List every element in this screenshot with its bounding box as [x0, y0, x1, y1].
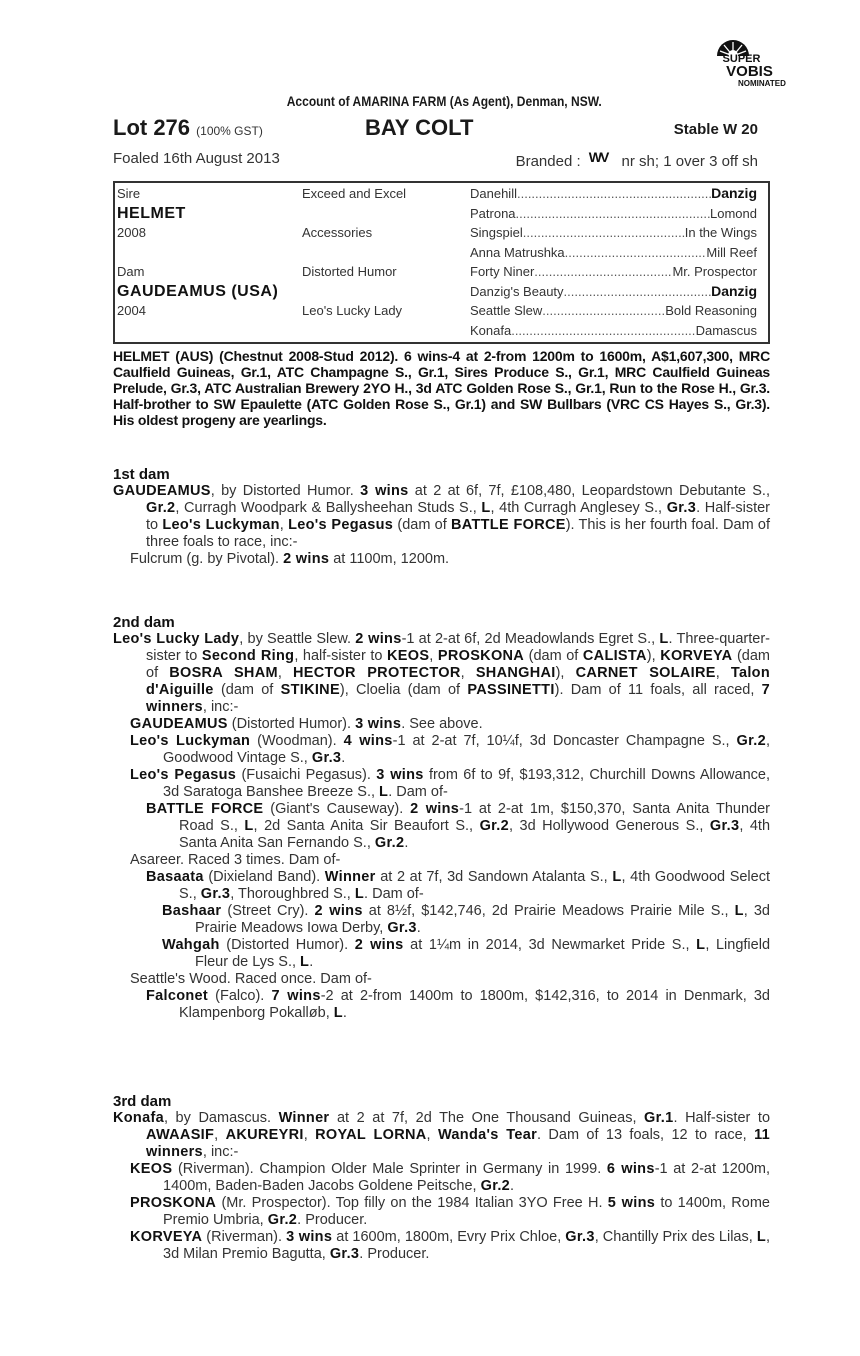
section-1st-dam	[113, 466, 770, 568]
text: to 1400m, Rome Premio Umbria,	[163, 1195, 770, 1228]
pedigree-row	[115, 204, 768, 223]
bold-text: 2 wins	[355, 631, 402, 647]
bold-text: L	[734, 903, 744, 919]
pedigree-entry	[130, 971, 770, 988]
lot-number	[113, 115, 263, 144]
text: , by Distorted Humor.	[210, 483, 361, 499]
text: . Three-quarter-sister to	[146, 631, 770, 664]
bold-text: Gr.3	[565, 1229, 595, 1245]
bold-text: L	[300, 954, 310, 970]
bold-text: Gr.2	[267, 1212, 298, 1228]
bold-text: PROSKONA	[130, 1195, 217, 1211]
text: ,	[279, 517, 289, 533]
bold-text: BATTLE FORCE	[146, 801, 264, 817]
bold-text: GAUDEAMUS	[130, 716, 228, 732]
bold-text: 2 wins	[410, 801, 460, 817]
text: at 2 at 7f, 3d Sandown Atalanta S.,	[375, 869, 613, 885]
pedigree-row	[115, 262, 768, 281]
text: at 2 at 6f, 7f, £108,480, Leopardstown Debutante S.,	[408, 483, 770, 499]
great-grandparent-sire: Lomond	[710, 205, 757, 221]
text: -1 at 2-at 7f, 10¼f, 3d Doncaster Champagne S.,	[392, 733, 737, 749]
pedigree-grandparent: Leo's Lucky Lady	[302, 303, 403, 318]
text: (Riverman). Champion Older Male Sprinter in Germany in 1999.	[172, 1161, 607, 1177]
text: , 4th Santa Anita San Fernando S.,	[179, 818, 771, 851]
pedigree-entry	[130, 551, 770, 568]
text: (Street Cry).	[221, 903, 315, 919]
pedigree-entry	[162, 937, 770, 971]
bold-text: CALISTA	[582, 648, 647, 664]
text: , Thoroughbred S.,	[230, 886, 355, 902]
branding-info	[516, 150, 758, 171]
pedigree-grandparent: Accessories	[302, 225, 373, 240]
logo-vobis-text: VOBIS	[726, 63, 773, 80]
bold-text: 3 wins	[355, 716, 402, 732]
pedigree-entry	[130, 1161, 770, 1195]
bold-text: Gr.3	[709, 818, 740, 834]
pedigree-entry	[146, 988, 770, 1022]
pedigree-great-grandparent	[470, 204, 757, 223]
text: ,	[277, 665, 294, 681]
logo-nominated-text: NOMINATED	[738, 79, 786, 88]
text: (Fusaichi Pegasus).	[236, 767, 377, 783]
pedigree-entry	[146, 869, 770, 903]
pedigree-label: 2008	[117, 225, 146, 240]
leader-dots	[511, 321, 695, 340]
horse-description: BAY COLT	[365, 115, 474, 140]
vendor-account: Account of AMARINA FARM (As Agent), Denman, NSW.	[286, 93, 602, 109]
pedigree-great-grandparent	[470, 321, 757, 340]
text: , by Seattle Slew.	[239, 631, 356, 647]
text: Seattle's Wood. Raced once. Dam of-	[130, 971, 372, 987]
pedigree-entry	[130, 767, 770, 801]
bold-text: Gr.3	[329, 1246, 360, 1262]
bold-text: Wanda's Tear	[437, 1127, 538, 1143]
text: .	[510, 1178, 515, 1194]
pedigree-entry	[130, 1195, 770, 1229]
bold-text: Wahgah	[162, 937, 220, 953]
text: (Distorted Humor).	[219, 937, 355, 953]
text: .	[342, 1005, 347, 1021]
pedigree-entry	[162, 903, 770, 937]
great-grandparent-name: Forty Niner	[470, 264, 535, 279]
pedigree-parent-name: HELMET	[117, 204, 186, 222]
text: ),	[555, 665, 576, 681]
text: , half-sister to	[294, 648, 387, 664]
text: ),	[646, 648, 661, 664]
text: ). This is her fourth foal. Dam of three foals to race, inc:-	[146, 517, 771, 550]
text: , inc:-	[202, 1144, 239, 1160]
pedigree-table	[113, 181, 770, 344]
bold-text: Gr.3	[200, 886, 231, 902]
text: from 6f to 9f, $193,312, Churchill Downs Allowance, 3d Saratoga Banshee Breeze S.,	[163, 767, 770, 800]
text: , Lingfield Fleur de Lys S.,	[195, 937, 771, 970]
great-grandparent-sire: Danzig	[711, 282, 757, 299]
bold-text: 4 wins	[343, 733, 393, 749]
bold-text: 2 wins	[283, 551, 330, 567]
super-vobis-nominated-logo	[689, 36, 786, 98]
bold-text: Winner	[278, 1110, 330, 1126]
great-grandparent-name: Singspiel	[470, 225, 523, 240]
text: . Half-sister to	[673, 1110, 771, 1126]
bold-text: 3 wins	[360, 483, 409, 499]
leader-dots	[517, 184, 711, 203]
bold-text: 7 winners	[146, 682, 770, 715]
bold-text: BOSRA SHAM	[169, 665, 278, 681]
bold-text: AKUREYRI	[225, 1127, 304, 1143]
text: .	[341, 750, 346, 766]
great-grandparent-sire: Mill Reef	[706, 244, 757, 260]
text: .	[416, 920, 421, 936]
text: , 2d Santa Anita Sir Beaufort S.,	[253, 818, 480, 834]
text: (dam of	[213, 682, 281, 698]
lot-label: Lot 276	[113, 115, 191, 140]
text: at 2 at 7f, 2d The One Thousand Guineas,	[329, 1110, 645, 1126]
pedigree-great-grandparent	[470, 243, 757, 262]
leader-dots	[542, 301, 665, 320]
text: ,	[715, 665, 731, 681]
text: ,	[460, 665, 476, 681]
bold-text: L	[244, 818, 254, 834]
text: . Dam of 13 foals, 12 to race,	[537, 1127, 755, 1143]
pedigree-great-grandparent	[470, 184, 757, 203]
bold-text: Basaata	[146, 869, 204, 885]
text: at 1¼m in 2014, 3d Newmarket Pride S.,	[403, 937, 697, 953]
text: , Goodwood Vintage S.,	[163, 733, 770, 766]
pedigree-entry	[130, 852, 770, 869]
text: , Curragh Woodpark & Ballysheehan Studs S.,	[175, 500, 482, 516]
bold-text: PASSINETTI	[467, 682, 555, 698]
pedigree-entry	[146, 801, 770, 852]
text: , 3d Prairie Meadows Iowa Derby,	[195, 903, 771, 936]
leader-dots	[534, 262, 672, 281]
pedigree-entry	[113, 483, 770, 551]
text: at 8½f, $142,746, 2d Prairie Meadows Prairie Mile S.,	[362, 903, 735, 919]
pedigree-label: 2004	[117, 303, 146, 318]
bold-text: L	[696, 937, 706, 953]
bold-text: 11 winners	[146, 1127, 770, 1160]
bold-text: KEOS	[130, 1161, 173, 1177]
text: .	[404, 835, 409, 851]
text: . Dam of-	[364, 886, 424, 902]
text: ,	[426, 1127, 438, 1143]
text: , 3d Hollywood Generous S.,	[508, 818, 710, 834]
pedigree-entry	[130, 733, 770, 767]
bold-text: STIKINE	[280, 682, 340, 698]
pedigree-grandparent: Exceed and Excel	[302, 186, 407, 201]
bold-text: L	[481, 500, 491, 516]
bold-text: L	[354, 886, 365, 902]
text: Asareer. Raced 3 times. Dam of-	[130, 852, 341, 868]
bold-text: L	[659, 631, 669, 647]
bold-text: L	[333, 1005, 343, 1021]
bold-text: BATTLE FORCE	[451, 517, 566, 533]
bold-text: Gr.2	[736, 733, 766, 749]
section-3rd-dam	[113, 1093, 770, 1263]
brand-mark-icon: WV	[588, 149, 608, 165]
great-grandparent-name: Konafa	[470, 322, 512, 338]
branded-label: Branded :	[515, 153, 581, 170]
great-grandparent-name: Anna Matrushka	[470, 244, 565, 260]
pedigree-parent-name: GAUDEAMUS (USA)	[117, 282, 279, 300]
great-grandparent-name: Danehill	[470, 186, 517, 201]
bold-text: 2 wins	[314, 903, 363, 919]
text: (Distorted Humor).	[227, 716, 356, 732]
leader-dots	[565, 243, 707, 262]
bold-text: L	[612, 869, 622, 885]
pedigree-entry	[113, 1110, 770, 1161]
great-grandparent-sire: Mr. Prospector	[672, 264, 757, 279]
text: .	[309, 954, 314, 970]
text: at 1600m, 1800m, Evry Prix Chloe,	[332, 1229, 566, 1245]
gst-note: (100% GST)	[196, 124, 263, 138]
text: (Dixieland Band).	[203, 869, 325, 885]
great-grandparent-sire: Damascus	[695, 322, 757, 338]
great-grandparent-name: Patrona	[470, 205, 516, 221]
bold-text: Falconet	[146, 988, 209, 1004]
bold-text: Talon d'Aiguille	[146, 665, 770, 698]
bold-text: Gr.2	[479, 818, 509, 834]
bold-text: 3 wins	[376, 767, 424, 783]
bold-text: Gr.3	[311, 750, 342, 766]
pedigree-great-grandparent	[470, 282, 757, 301]
bold-text: SHANGHAI	[475, 665, 556, 681]
bold-text: Gr.2	[480, 1178, 511, 1194]
bold-text: 7 wins	[271, 988, 321, 1004]
text: at 1100m, 1200m.	[329, 551, 450, 567]
text: (Woodman).	[250, 733, 344, 749]
pedigree-row	[115, 282, 768, 301]
text: , inc:-	[202, 699, 239, 715]
pedigree-row	[115, 321, 768, 340]
leader-dots	[523, 223, 685, 242]
bold-text: Leo's Lucky Lady	[113, 631, 240, 647]
text: . See above.	[401, 716, 483, 732]
text: -1 at 2-at 6f, 2d Meadowlands Egret S.,	[401, 631, 660, 647]
text: , 4th Goodwood Select S.,	[179, 869, 770, 902]
bold-text: Gr.3	[387, 920, 417, 936]
pedigree-row	[115, 223, 768, 242]
pedigree-row	[115, 243, 768, 262]
text: (Mr. Prospector). Top filly on the 1984 Italian 3YO Free H.	[216, 1195, 608, 1211]
text: ,	[429, 648, 438, 664]
bold-text: L	[379, 784, 389, 800]
text: (Falco).	[208, 988, 272, 1004]
text: . Producer.	[359, 1246, 430, 1262]
pedigree-row	[115, 184, 768, 203]
leader-dots	[516, 204, 710, 223]
text: ). Dam of 11 foals, all raced,	[554, 682, 762, 698]
text: , 3d Milan Premio Bagutta,	[163, 1229, 771, 1262]
text: (Giant's Causeway).	[263, 801, 411, 817]
bold-text: Leo's Luckyman	[162, 517, 280, 533]
great-grandparent-name: Danzig's Beauty	[470, 283, 564, 299]
text: ,	[214, 1127, 226, 1143]
bold-text: L	[756, 1229, 766, 1245]
section-heading: 2nd dam	[113, 614, 175, 631]
bold-text: Second Ring	[201, 648, 295, 664]
pedigree-label: Sire	[117, 186, 141, 201]
bold-text: Gr.1	[644, 1110, 674, 1126]
pedigree-label: Dam	[117, 264, 145, 279]
bold-text: 6 wins	[606, 1161, 655, 1177]
text: -1 at 2-at 1200m, 1400m, Baden-Baden Jacobs Goldene Peitsche,	[163, 1161, 771, 1194]
text: (dam of	[393, 517, 452, 533]
text: . Dam of-	[388, 784, 448, 800]
bold-text: Gr.2	[146, 500, 176, 516]
pedigree-row	[115, 301, 768, 320]
text: Fulcrum (g. by Pivotal).	[130, 551, 284, 567]
bold-text: PROSKONA	[437, 648, 525, 664]
bold-text: AWAASIF	[146, 1127, 215, 1143]
bold-text: Bashaar	[162, 903, 222, 919]
bold-text: Leo's Luckyman	[130, 733, 251, 749]
leader-dots	[564, 282, 712, 301]
bold-text: KEOS	[387, 648, 430, 664]
logo-super-text: SUPER	[722, 53, 761, 65]
bold-text: Konafa	[113, 1110, 164, 1126]
section-heading: 3rd dam	[113, 1093, 172, 1110]
great-grandparent-sire: Bold Reasoning	[665, 303, 757, 318]
text: , Chantilly Prix des Lilas,	[594, 1229, 757, 1245]
pedigree-great-grandparent	[470, 301, 757, 320]
bold-text: CARNET SOLAIRE	[575, 665, 716, 681]
pedigree-entry	[113, 631, 770, 716]
pedigree-entry	[130, 1229, 770, 1263]
lot-line	[113, 115, 770, 143]
sire-summary: HELMET (AUS) (Chestnut 2008-Stud 2012). 6 wins-4 at 2-from 1200m to 1600m, A$1,607,300, MRC Caulfield Guineas, Gr.1, ATC Champagne S., Gr.1, Sires Produce S., Gr.1, MRC Caulfield Guineas Prelude, Gr.3, ATC Australian Brewery 2YO H., 3d ATC Golden Rose S., Gr.1, Run to the Rose H., Gr.3. Half-brother to SW Epaulette (ATC Golden Rose S., Gr.1) and SW Bullbars (VRC CS Hayes S., Gr.3). His oldest progeny are yearlings.	[113, 348, 770, 428]
bold-text: Leo's Pegasus	[288, 517, 394, 533]
section-2nd-dam	[113, 614, 770, 1022]
bold-text: GAUDEAMUS	[113, 483, 211, 499]
great-grandparent-name: Seattle Slew	[470, 303, 543, 318]
text: ,	[303, 1127, 316, 1143]
great-grandparent-sire: Danzig	[711, 185, 757, 201]
bold-text: KORVEYA	[660, 648, 733, 664]
pedigree-great-grandparent	[470, 223, 757, 242]
bold-text: Leo's Pegasus	[130, 767, 237, 783]
bold-text: 5 wins	[607, 1195, 656, 1211]
text: -1 at 2-at 1m, $150,370, Santa Anita Thunder Road S.,	[179, 801, 770, 834]
text: (dam of	[524, 648, 583, 664]
stable-location: Stable W 20	[673, 121, 758, 138]
pedigree-entry	[130, 716, 770, 733]
bold-text: 2 wins	[354, 937, 404, 953]
bold-text: 3 wins	[286, 1229, 333, 1245]
text: (Riverman).	[202, 1229, 287, 1245]
bold-text: HECTOR PROTECTOR	[293, 665, 461, 681]
bold-text: Winner	[324, 869, 376, 885]
bold-text: KORVEYA	[130, 1229, 203, 1245]
bold-text: ROYAL LORNA	[315, 1127, 427, 1143]
pedigree-grandparent: Distorted Humor	[302, 264, 397, 279]
text: . Half-sister to	[146, 500, 770, 533]
text: -2 at 2-from 1400m to 1800m, $142,316, to 2014 in Denmark, 3d Klampenborg Pokalløb,	[179, 988, 770, 1021]
text: (dam of	[146, 648, 771, 681]
foaled-date: Foaled 16th August 2013	[113, 150, 280, 167]
pedigree-great-grandparent	[470, 262, 757, 281]
text: . Producer.	[297, 1212, 368, 1228]
branded-text: nr sh; 1 over 3 off sh	[621, 153, 758, 170]
text: , by Damascus.	[163, 1110, 279, 1126]
bold-text: Gr.3	[666, 500, 697, 516]
text: , 4th Curragh Anglesey S.,	[490, 500, 667, 516]
section-heading: 1st dam	[113, 466, 170, 483]
text: ), Cloelia (dam of	[339, 682, 468, 698]
bold-text: Gr.2	[374, 835, 405, 851]
great-grandparent-sire: In the Wings	[684, 225, 757, 240]
